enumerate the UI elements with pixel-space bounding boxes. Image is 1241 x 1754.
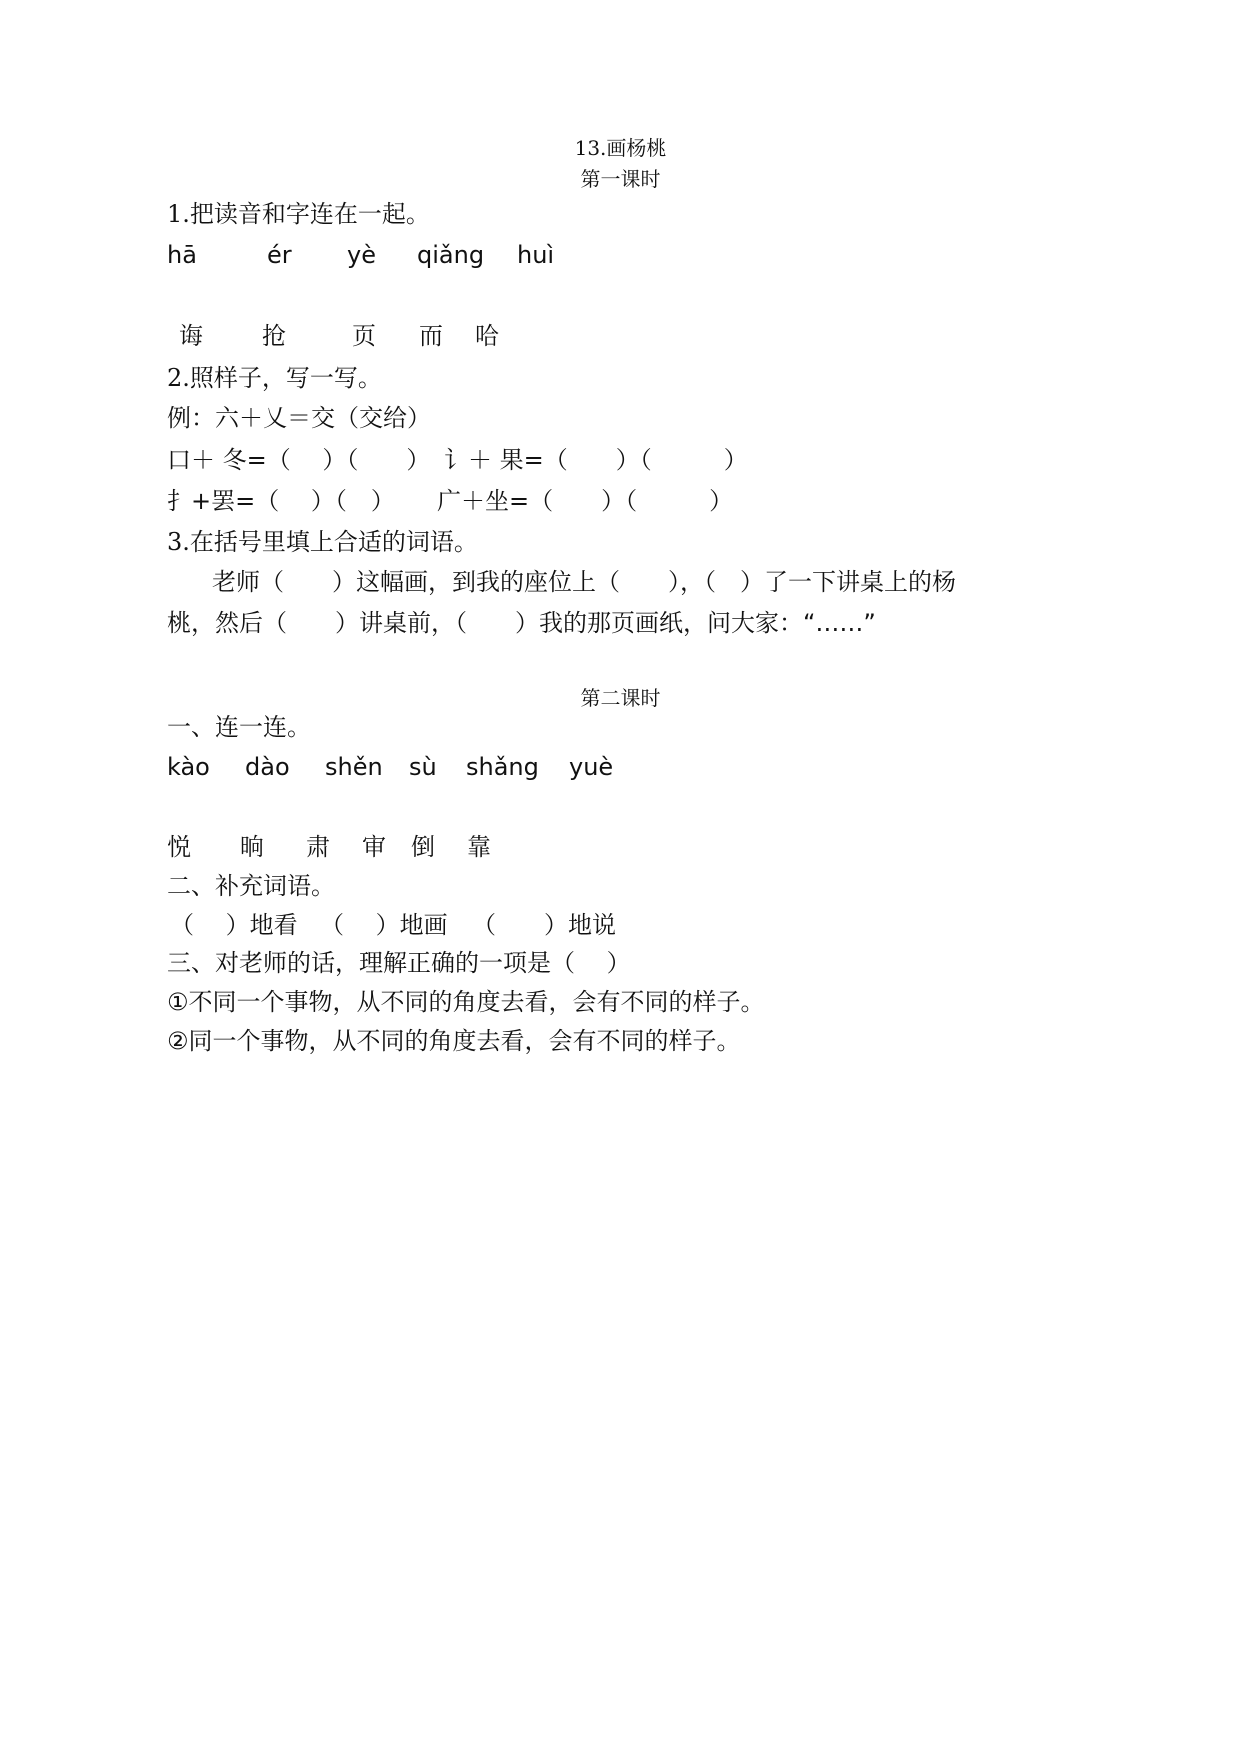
lesson2-heading: 第二课时 bbox=[580, 686, 661, 710]
character-item: 页 bbox=[352, 322, 376, 350]
q2-prompt bbox=[167, 363, 382, 393]
character-item: 哈 bbox=[475, 322, 499, 350]
s3-option-1: ①不同一个事物，从不同的角度去看，会有不同的样子。 bbox=[167, 988, 765, 1016]
lesson1-heading: 第一课时 bbox=[580, 167, 661, 191]
character-item: 悦 bbox=[167, 833, 191, 861]
pinyin-item: ér bbox=[267, 241, 292, 269]
q1-text: 把读音和字连在一起。 bbox=[189, 200, 430, 228]
pinyin-item: shěn bbox=[325, 753, 383, 781]
s1-prompt: 一、连一连。 bbox=[167, 713, 311, 741]
s3-prompt: 三、对老师的话，理解正确的一项是（ ） bbox=[167, 949, 631, 977]
q3-passage-line2: 桃，然后（ ）讲桌前，（ ）我的那页画纸，问大家：“……” bbox=[167, 609, 876, 637]
q3-prompt bbox=[167, 527, 478, 557]
pinyin-item: yuè bbox=[569, 753, 614, 781]
pinyin-item: yè bbox=[347, 241, 376, 269]
fill-item: （ ）地看 bbox=[170, 911, 298, 939]
character-item: 而 bbox=[419, 322, 443, 350]
pinyin-item: kào bbox=[167, 753, 210, 781]
character-item: 审 bbox=[362, 833, 386, 861]
fill-item: （ ）地画 bbox=[320, 911, 448, 939]
q3-number: 3. bbox=[167, 528, 190, 556]
character-item: 晌 bbox=[240, 833, 264, 861]
q1-prompt bbox=[167, 199, 430, 229]
s3-option-2: ②同一个事物，从不同的角度去看，会有不同的样子。 bbox=[167, 1027, 741, 1055]
pinyin-item: shǎng bbox=[466, 753, 539, 781]
q1-number: 1. bbox=[167, 200, 190, 228]
pinyin-item: qiǎng bbox=[417, 241, 485, 269]
q3-text: 在括号里填上合适的词语。 bbox=[189, 528, 478, 556]
character-item: 倒 bbox=[411, 833, 435, 861]
q2-row2-right: 广＋坐=（ ）（ ） bbox=[437, 487, 734, 515]
q2-row1-left: 口＋ 冬=（ ）（ ） bbox=[167, 446, 431, 474]
q2-text: 照样子，写一写。 bbox=[189, 364, 382, 392]
q2-number: 2. bbox=[167, 364, 190, 392]
character-item: 肃 bbox=[306, 833, 330, 861]
s2-prompt: 二、补充词语。 bbox=[167, 872, 335, 900]
character-item: 靠 bbox=[467, 833, 491, 861]
q2-row1-right: 讠＋ 果=（ ）（ ） bbox=[444, 446, 748, 474]
character-item: 抢 bbox=[262, 322, 286, 350]
q2-row2-left: 扌+罢=（ ）（ ） bbox=[167, 487, 395, 515]
character-item: 诲 bbox=[179, 322, 203, 350]
worksheet-title: 13.画杨桃 bbox=[574, 136, 667, 160]
pinyin-item: dào bbox=[245, 753, 290, 781]
pinyin-item: hā bbox=[167, 241, 197, 269]
pinyin-item: sù bbox=[409, 753, 437, 781]
pinyin-item: huì bbox=[517, 241, 555, 269]
q2-example: 例：六＋乂＝交（交给） bbox=[167, 404, 431, 432]
fill-item: （ ）地说 bbox=[472, 911, 616, 939]
q3-passage-line1: 老师（ ）这幅画，到我的座位上（ ），（ ）了一下讲桌上的杨 bbox=[212, 568, 956, 596]
